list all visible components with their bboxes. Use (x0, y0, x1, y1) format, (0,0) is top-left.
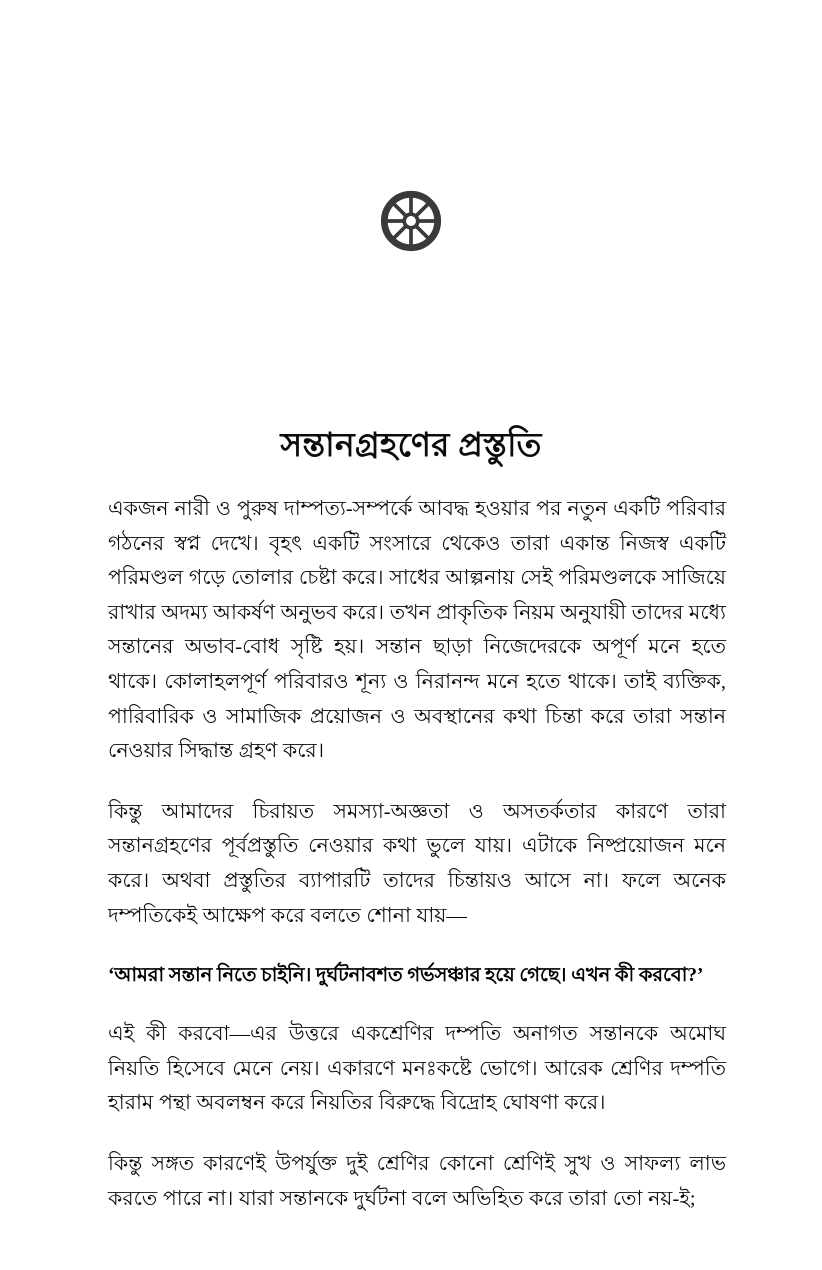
body-paragraph: কিন্তু আমাদের চিরায়ত সমস্যা-অজ্ঞতা ও অসতর্কতার কারণে তারা সন্তানগ্রহণের পূর্বপ্রস্তুতি নেওয়ার কথা ভুলে যায়। এটাকে নিষ্প্রয়োজন মনে করে। অথবা প্রস্তুতির ব্যাপারটি তাদের চিন্তায়ও আসে না। ফলে অনেক দম্পতিকেই আক্ষেপ করে বলতে শোনা যায়— (108, 800, 726, 927)
body-paragraph: এই কী করবো—এর উত্তরে একশ্রেণির দম্পতি অনাগত সন্তানকে অমোঘ নিয়তি হিসেবে মেনে নেয়। একারণে মনঃকষ্টে ভোগে। আরেক শ্রেণির দম্পতি হারাম পন্থা অবলম্বন করে নিয়তির বিরুদ্ধে বিদ্রোহ ঘোষণা করে। (108, 1023, 726, 1115)
body-paragraph: একজন নারী ও পুরুষ দাম্পত্য-সম্পর্কে আবদ্ধ হওয়ার পর নতুন একটি পরিবার গঠনের স্বপ্ন দেখে। বৃহৎ একটি সংসারে থেকেও তারা একান্ত নিজস্ব একটি পরিমণ্ডল গড়ে তোলার চেষ্টা করে। সাধের আল্পনায় সেই পরিমণ্ডলকে সাজিয়ে রাখার অদম্য আকর্ষণ অনুভব করে। তখন প্রাকৃতিক নিয়ম অনুযায়ী তাদের মধ্যে সন্তানের অভাব-বোধ সৃষ্টি হয়। সন্তান ছাড়া নিজেদেরকে অপূর্ণ মনে হতে থাকে। কোলাহলপূর্ণ পরিবারও শূন্য ও নিরানন্দ মনে হতে থাকে। তাই ব্যক্তিক, পারিবারিক ও সামাজিক প্রয়োজন ও অবস্থানের কথা চিন্তা করে তারা সন্তান নেওয়ার সিদ্ধান্ত গ্রহণ করে। (108, 498, 726, 763)
body-text-column (108, 492, 726, 1216)
chapter-title: সন্তানগ্রহণের প্রস্তুতি (280, 428, 542, 465)
body-paragraph: কিন্তু সঙ্গত কারণেই উপর্যুক্ত দুই শ্রেণির কোনো শ্রেণিই সুখ ও সাফল্য লাভ করতে পারে না। যারা সন্তানকে দুর্ঘটনা বলে অভিহিত করে তারা তো নয়-ই; (108, 1152, 727, 1210)
quoted-statement: ‘আমরা সন্তান নিতে চাইনি। দুর্ঘটনাবশত গর্ভসঞ্চার হয়ে গেছে। এখন কী করবো?’ (108, 965, 704, 987)
chapter-ornament (0, 190, 822, 252)
wheel-flower-ornament (380, 190, 442, 252)
